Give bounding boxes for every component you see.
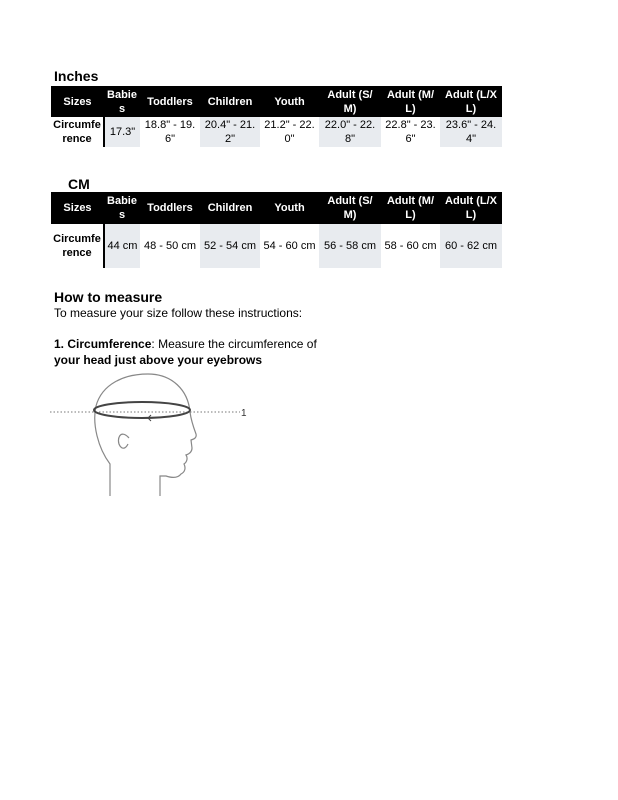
value-cell-children: 52 - 54 cm [200, 224, 260, 268]
header-cell-adult-sm: Adult (S/M) [319, 192, 381, 224]
inches-size-table [51, 86, 502, 147]
header-cell-adult-lxl: Adult (L/XL) [440, 86, 502, 117]
value-cell-toddlers: 18.8" - 19.6" [144, 119, 196, 145]
value-cell-babies: 17.3" [104, 117, 140, 147]
header-cell-adult-sm: Adult (S/M) [319, 86, 381, 117]
how-to-measure-title: How to measure [54, 289, 163, 305]
table-row [51, 117, 502, 147]
how-to-measure-subtitle: To measure your size follow these instructions: [54, 306, 303, 320]
header-cell-youth: Youth [260, 86, 319, 117]
value-cell-toddlers: 48 - 50 cm [144, 240, 196, 252]
table-header-row [51, 86, 502, 117]
header-cell-toddlers: Toddlers [140, 86, 200, 117]
header-cell-children: Children [200, 192, 260, 224]
measure-step-1 [54, 336, 354, 368]
value-cell-babies: 44 cm [104, 224, 140, 268]
header-cell-babies: Babies [104, 86, 140, 117]
header-cell-babies: Babies [104, 192, 140, 224]
step-text: : Measure the circumference of [151, 337, 317, 351]
header-cell-adult-lxl: Adult (L/XL) [440, 192, 502, 224]
row-label-circumference: Circumference [51, 117, 104, 147]
value-cell-adult-sm: 56 - 58 cm [319, 224, 381, 268]
header-cell-toddlers: Toddlers [140, 192, 200, 224]
value-cell-adult-lxl: 60 - 62 cm [440, 224, 502, 268]
value-cell-children: 20.4" - 21.2" [200, 117, 260, 147]
table-header-row [51, 192, 502, 224]
value-cell-adult-ml: 22.8" - 23.6" [385, 119, 436, 145]
header-cell-sizes: Sizes [51, 192, 104, 224]
diagram-label: 1 [241, 408, 247, 419]
header-cell-sizes: Sizes [51, 86, 104, 117]
step-term: Circumference [67, 337, 152, 351]
row-label-circumference: Circumference [51, 224, 104, 268]
header-cell-adult-ml: Adult (M/L) [381, 192, 440, 224]
step-emphasis: your head just above your eyebrows [54, 353, 263, 367]
table-row [51, 224, 502, 268]
step-number: 1. [54, 337, 65, 351]
value-cell-youth: 54 - 60 cm [263, 240, 316, 252]
value-cell-adult-lxl: 23.6" - 24.4" [440, 117, 502, 147]
cm-heading: CM [68, 176, 90, 192]
cm-size-table [51, 192, 502, 268]
value-cell-youth: 21.2" - 22.0" [264, 119, 315, 145]
value-cell-adult-ml: 58 - 60 cm [384, 240, 437, 252]
header-cell-children: Children [200, 86, 260, 117]
header-cell-adult-ml: Adult (M/L) [381, 86, 440, 117]
head-measurement-diagram [50, 368, 260, 500]
value-cell-adult-sm: 22.0" - 22.8" [319, 117, 381, 147]
head-profile-icon [95, 374, 196, 496]
measuring-tape-icon [50, 402, 240, 421]
header-cell-youth: Youth [260, 192, 319, 224]
inches-heading: Inches [54, 68, 99, 84]
